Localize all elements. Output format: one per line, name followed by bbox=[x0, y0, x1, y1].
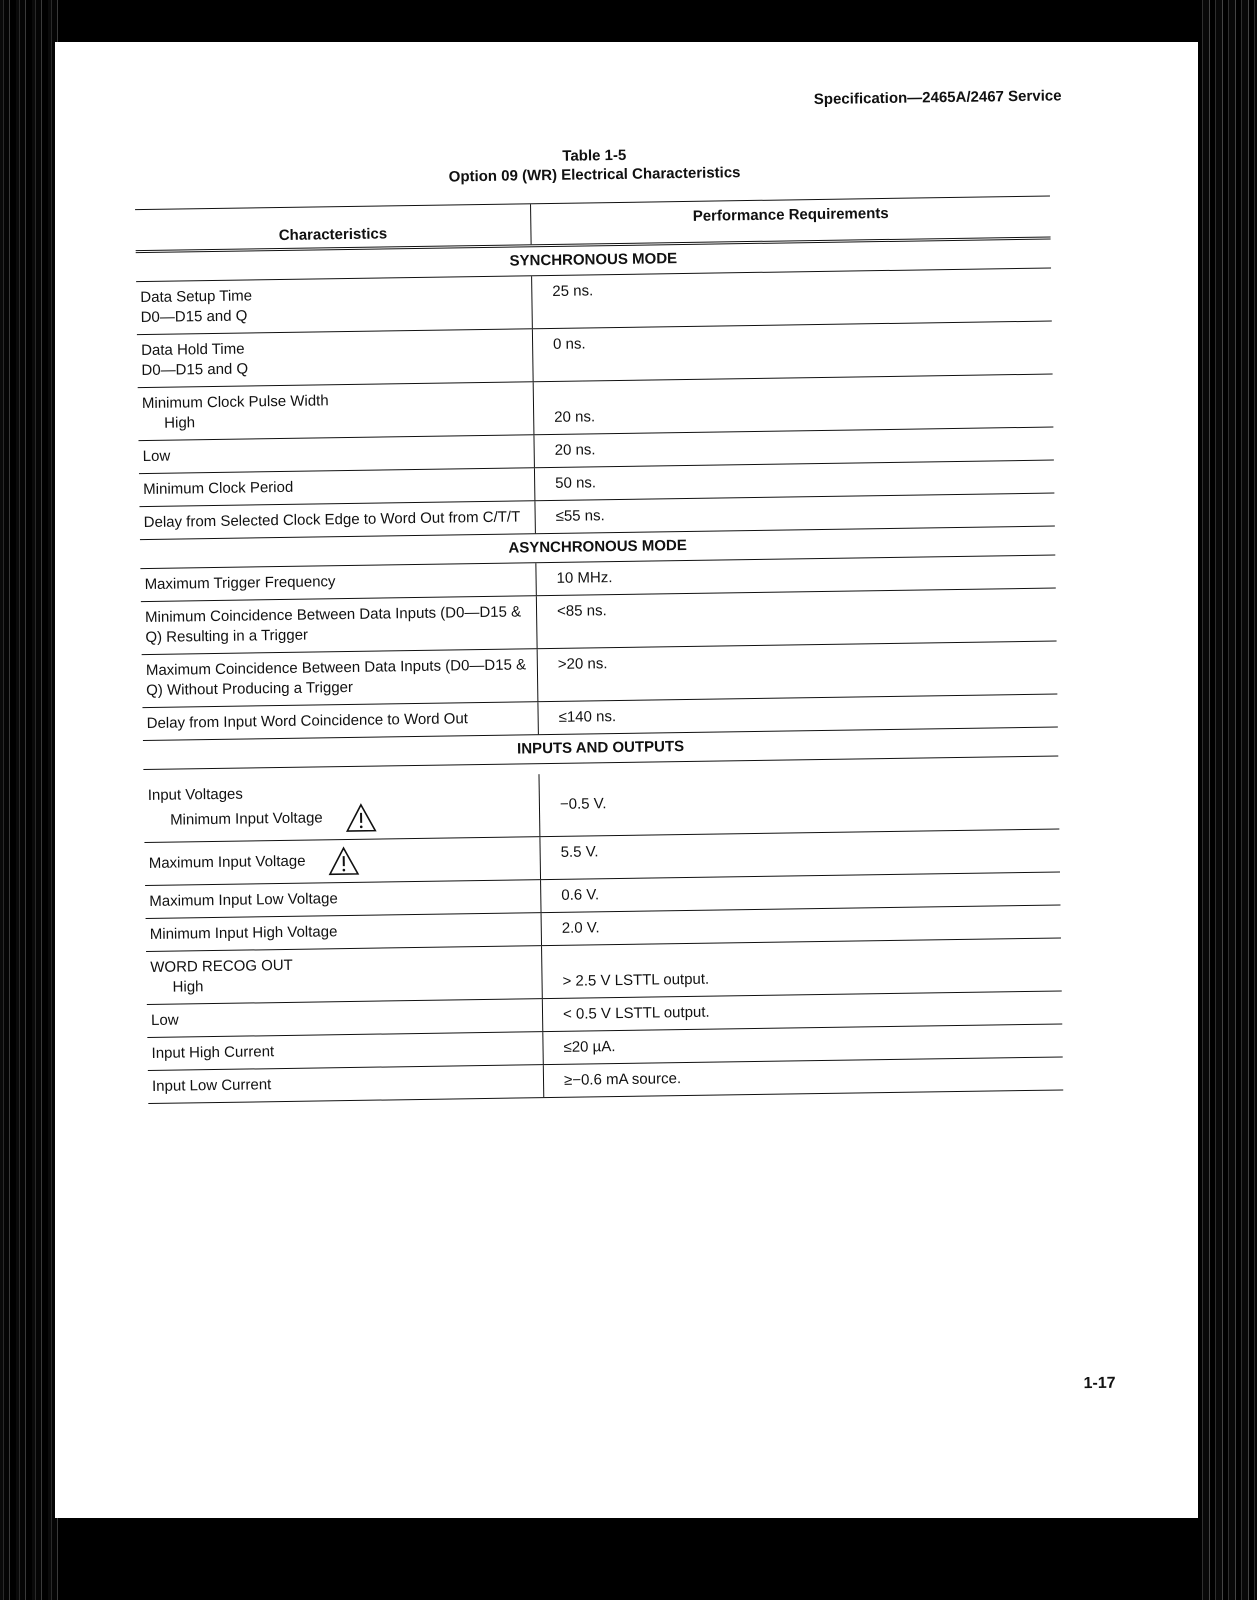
running-head: Specification—2465A/2467 Service bbox=[813, 87, 1062, 109]
row-label: Minimum Clock Pulse Width bbox=[141, 392, 329, 413]
section-heading: ASYNCHRONOUS MODE bbox=[140, 527, 1055, 570]
row-label: Input High Current bbox=[147, 1032, 543, 1070]
row-value: 20 ns. bbox=[554, 408, 596, 426]
column-header-characteristics: Characteristics bbox=[135, 204, 532, 250]
scan-edge-left bbox=[0, 0, 58, 1600]
row-value: ≤20 µA. bbox=[563, 1038, 616, 1056]
row-label: Minimum Coincidence Between Data Inputs (D0—D15 & Q) Resulting in a Trigger bbox=[141, 596, 538, 654]
row-value: ≤140 ns. bbox=[558, 708, 617, 726]
row-label: Delay from Selected Clock Edge to Word Out from C/T/T bbox=[139, 501, 535, 539]
row-label: Maximum Trigger Frequency bbox=[140, 563, 536, 601]
row-value: 25 ns. bbox=[552, 282, 594, 300]
row-label: Minimum Clock Period bbox=[139, 468, 535, 506]
table-title: Option 09 (WR) Electrical Characteristics bbox=[448, 164, 741, 186]
row-value: −0.5 V. bbox=[559, 795, 607, 813]
row-label: Maximum Coincidence Between Data Inputs (D0—D15 & Q) Without Producing a Trigger bbox=[142, 649, 539, 707]
row-sublabel: Minimum Input Voltage bbox=[169, 809, 323, 829]
table-number: Table 1-5 bbox=[562, 146, 627, 165]
characteristics-table bbox=[135, 196, 1063, 1104]
row-sublabel: D0—D15 and Q bbox=[141, 360, 249, 380]
caution-triangle-icon bbox=[327, 846, 359, 876]
section-heading: INPUTS AND OUTPUTS bbox=[143, 727, 1058, 770]
row-value: ≤55 ns. bbox=[555, 507, 605, 525]
row-sublabel: High bbox=[164, 414, 196, 432]
row-sublabel: D0—D15 and Q bbox=[140, 307, 248, 327]
row-label: Input Low Current bbox=[148, 1065, 544, 1103]
row-value: > 2.5 V LSTTL output. bbox=[562, 970, 710, 990]
row-label: Low bbox=[138, 435, 534, 473]
scan-edge-right bbox=[1197, 0, 1257, 1600]
row-value: 50 ns. bbox=[555, 474, 597, 492]
row-value: 0.6 V. bbox=[561, 886, 600, 904]
row-label: Delay from Input Word Coincidence to Word Out bbox=[142, 702, 538, 740]
caution-triangle-icon bbox=[345, 803, 377, 833]
document-page bbox=[55, 42, 1198, 1518]
row-label: Maximum Input Low Voltage bbox=[145, 880, 541, 918]
row-value: < 0.5 V LSTTL output. bbox=[562, 1003, 710, 1023]
section-heading: SYNCHRONOUS MODE bbox=[136, 240, 1051, 283]
table-caption bbox=[55, 138, 1135, 192]
row-value: 2.0 V. bbox=[561, 919, 600, 937]
row-label: Data Hold Time bbox=[141, 340, 245, 360]
row-value: ≥−0.6 mA source. bbox=[563, 1070, 682, 1089]
row-label: Low bbox=[147, 999, 543, 1037]
row-value: 20 ns. bbox=[554, 441, 596, 459]
row-value: 5.5 V. bbox=[560, 843, 599, 861]
row-label: Data Setup Time bbox=[140, 287, 253, 307]
row-label: Input Voltages bbox=[147, 785, 243, 804]
row-sublabel: High bbox=[172, 978, 204, 996]
row-value: 0 ns. bbox=[552, 335, 586, 353]
row-value: 10 MHz. bbox=[556, 569, 613, 587]
column-header-performance: Performance Requirements bbox=[692, 204, 889, 225]
row-label: WORD RECOG OUT bbox=[150, 956, 293, 976]
row-value: >20 ns. bbox=[557, 655, 608, 673]
page-number: 1-17 bbox=[1083, 1374, 1116, 1393]
row-value: <85 ns. bbox=[556, 602, 607, 620]
row-label: Minimum Input High Voltage bbox=[146, 913, 542, 951]
row-label: Maximum Input Voltage bbox=[148, 852, 306, 872]
